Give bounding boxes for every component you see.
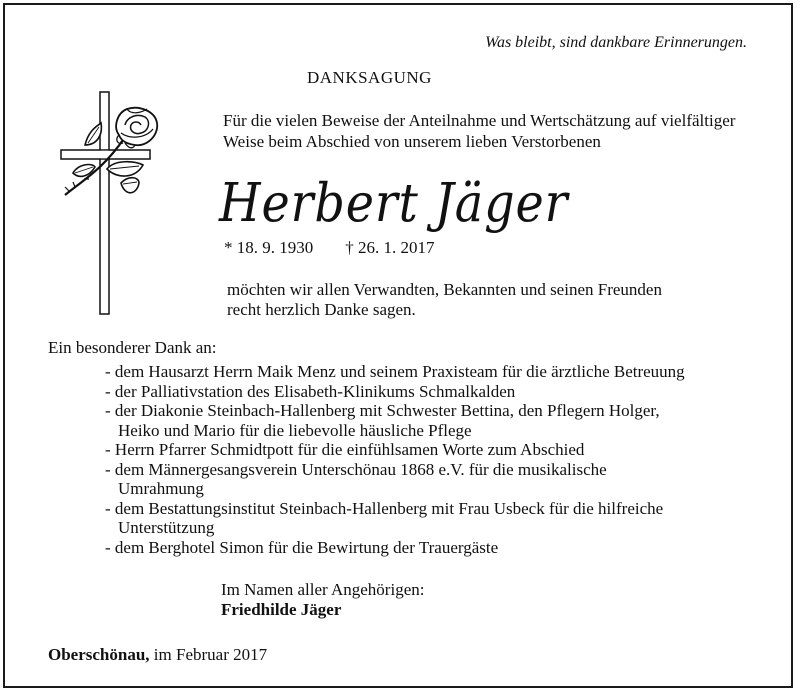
list-item xyxy=(105,401,685,440)
thanks-text xyxy=(227,280,662,320)
list-item-text: - dem Hausarzt Herrn Maik Menz und seinem Praxisteam für die ärztliche Betreuung xyxy=(105,362,685,381)
list-item-text: - der Palliativstation des Elisabeth-Klinikums Schmalkalden xyxy=(105,381,516,401)
motto: Was bleibt, sind dankbare Erinnerungen. xyxy=(485,34,747,51)
list-item xyxy=(105,382,685,402)
death-date: † 26. 1. 2017 xyxy=(345,238,435,257)
obituary-card xyxy=(3,3,793,688)
place: Oberschönau, xyxy=(48,645,150,664)
thanks-line: möchten wir allen Verwandten, Bekannten und seinen Freunden xyxy=(227,280,662,299)
list-item xyxy=(105,499,685,538)
list-item xyxy=(105,538,685,558)
list-item xyxy=(105,362,685,382)
heading: DANKSAGUNG xyxy=(307,68,432,87)
thanks-list xyxy=(105,362,685,557)
intro-line: Für die vielen Beweise der Anteilnahme und Wertschätzung auf vielfältiger xyxy=(223,111,736,130)
list-item-text: - dem Männergesangsverein Unterschönau 1868 e.V. für die musikalische xyxy=(105,459,607,479)
list-item xyxy=(105,440,685,460)
cross-with-rose-icon xyxy=(55,87,165,317)
list-item xyxy=(105,460,685,499)
list-item-text: - dem Bestattungsinstitut Steinbach-Hallenberg mit Frau Usbeck für die hilfreiche xyxy=(105,498,664,518)
intro-line: Weise beim Abschied von unserem lieben Verstorbenen xyxy=(223,132,601,151)
thanks-line: recht herzlich Danke sagen. xyxy=(227,300,416,319)
list-item-text: - dem Berghotel Simon für die Bewirtung der Trauergäste xyxy=(105,537,499,557)
list-item-continuation: Umrahmung xyxy=(118,479,204,498)
list-item-continuation: Heiko und Mario für die liebevolle häusliche Pflege xyxy=(118,420,472,440)
closing-line: Im Namen aller Angehörigen: xyxy=(221,580,425,599)
list-item-text: - der Diakonie Steinbach-Hallenberg mit Schwester Bettina, den Pflegern Holger, xyxy=(105,401,660,420)
signer-name: Friedhilde Jäger xyxy=(221,600,342,619)
list-item-continuation: Unterstützung xyxy=(118,518,215,537)
intro-text xyxy=(223,110,735,152)
list-item-text: - Herrn Pfarrer Schmidtpott für die einfühlsamen Worte zum Abschied xyxy=(105,440,585,459)
date: im Februar 2017 xyxy=(149,645,268,664)
birth-date: * 18. 9. 1930 xyxy=(224,238,314,257)
deceased-name: Herbert Jäger xyxy=(219,173,569,234)
closing xyxy=(221,580,424,620)
life-dates xyxy=(224,238,435,258)
special-thanks-intro: Ein besonderer Dank an: xyxy=(48,338,217,357)
place-date xyxy=(48,645,267,665)
